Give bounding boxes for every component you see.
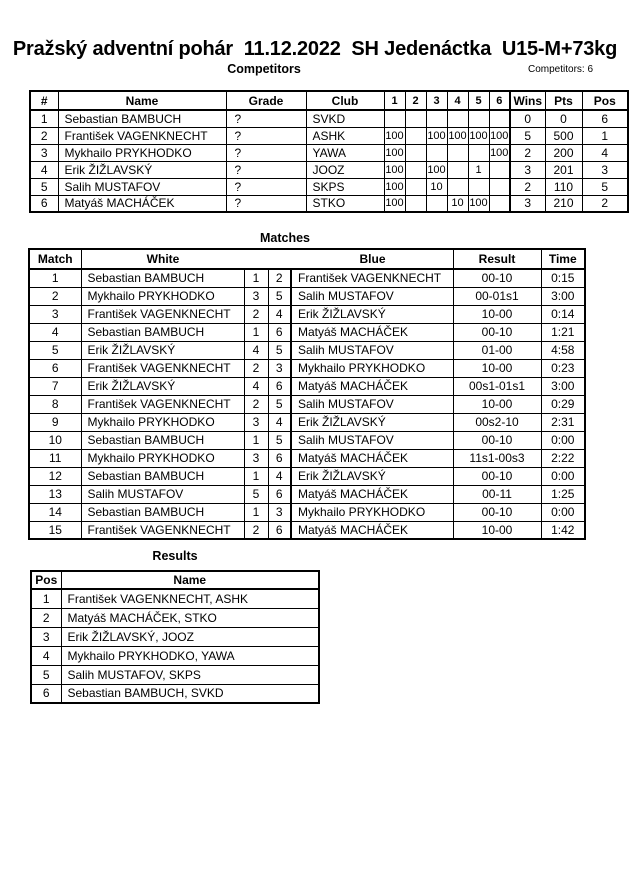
match-time: 0:29 xyxy=(541,395,585,413)
table-row xyxy=(30,144,628,161)
blue-competitor-num: 6 xyxy=(268,449,291,467)
competitor-pts: 200 xyxy=(545,144,582,161)
table-row xyxy=(29,359,585,377)
competitors-header-row xyxy=(30,91,628,110)
score-cell xyxy=(405,161,426,178)
blue-name: František VAGENKNECHT xyxy=(291,269,453,287)
table-row xyxy=(29,323,585,341)
result-pos: 2 xyxy=(31,608,61,627)
competitor-pts: 201 xyxy=(545,161,582,178)
competitor-wins: 3 xyxy=(510,161,545,178)
score-cell xyxy=(426,110,447,127)
table-row xyxy=(30,127,628,144)
blue-name: Salih MUSTAFOV xyxy=(291,395,453,413)
result-pos: 3 xyxy=(31,627,61,646)
header-number: # xyxy=(30,91,58,110)
competitor-number: 3 xyxy=(30,144,58,161)
header-name: Name xyxy=(58,91,226,110)
match-result: 00-11 xyxy=(453,485,541,503)
competitor-number: 6 xyxy=(30,195,58,212)
match-result: 11s1-00s3 xyxy=(453,449,541,467)
match-result: 01-00 xyxy=(453,341,541,359)
section-heading-results: Results xyxy=(152,549,198,563)
competitor-grade: ? xyxy=(226,161,306,178)
blue-name: Salih MUSTAFOV xyxy=(291,431,453,449)
competitor-pts: 0 xyxy=(545,110,582,127)
score-cell xyxy=(405,144,426,161)
blue-competitor-num: 4 xyxy=(268,305,291,323)
match-number: 12 xyxy=(29,467,81,485)
result-name: František VAGENKNECHT, ASHK xyxy=(61,589,319,608)
table-row xyxy=(31,627,319,646)
match-number: 7 xyxy=(29,377,81,395)
table-row xyxy=(29,485,585,503)
table-row xyxy=(29,503,585,521)
blue-name: Erik ŽIŽLAVSKÝ xyxy=(291,467,453,485)
competitor-number: 5 xyxy=(30,178,58,195)
white-name: Sebastian BAMBUCH xyxy=(81,269,244,287)
table-row xyxy=(29,467,585,485)
score-cell xyxy=(405,110,426,127)
blue-competitor-num: 2 xyxy=(268,269,291,287)
header-pos: Pos xyxy=(31,571,61,589)
competitor-pts: 500 xyxy=(545,127,582,144)
competitor-club: STKO xyxy=(306,195,384,212)
score-cell: 100 xyxy=(447,127,468,144)
competitor-name: Sebastian BAMBUCH xyxy=(58,110,226,127)
score-cell: 100 xyxy=(489,144,510,161)
table-row xyxy=(31,665,319,684)
score-cell: 1 xyxy=(468,161,489,178)
white-competitor-num: 2 xyxy=(244,395,268,413)
result-name: Salih MUSTAFOV, SKPS xyxy=(61,665,319,684)
blue-name: Mykhailo PRYKHODKO xyxy=(291,359,453,377)
match-result: 00-10 xyxy=(453,467,541,485)
white-name: František VAGENKNECHT xyxy=(81,305,244,323)
score-cell: 100 xyxy=(426,161,447,178)
result-pos: 6 xyxy=(31,684,61,703)
match-result: 00-10 xyxy=(453,323,541,341)
competitor-grade: ? xyxy=(226,144,306,161)
competitor-pos: 3 xyxy=(582,161,628,178)
match-result: 10-00 xyxy=(453,521,541,539)
match-number: 14 xyxy=(29,503,81,521)
header-white: White xyxy=(146,252,180,266)
blue-name: Matyáš MACHÁČEK xyxy=(291,521,453,539)
table-row xyxy=(31,684,319,703)
score-cell: 100 xyxy=(468,195,489,212)
table-row xyxy=(29,287,585,305)
section-heading-matches: Matches xyxy=(259,231,311,245)
blue-name: Matyáš MACHÁČEK xyxy=(291,485,453,503)
white-competitor-num: 1 xyxy=(244,467,268,485)
competitor-club: ASHK xyxy=(306,127,384,144)
header-pos: Pos xyxy=(582,91,628,110)
header-blue: Blue xyxy=(359,252,386,266)
white-name: Mykhailo PRYKHODKO xyxy=(81,413,244,431)
match-number: 9 xyxy=(29,413,81,431)
match-time: 2:22 xyxy=(541,449,585,467)
match-number: 4 xyxy=(29,323,81,341)
white-name: Mykhailo PRYKHODKO xyxy=(81,449,244,467)
blue-name: Erik ŽIŽLAVSKÝ xyxy=(291,305,453,323)
match-result: 10-00 xyxy=(453,395,541,413)
blue-name: Erik ŽIŽLAVSKÝ xyxy=(291,413,453,431)
white-name: Mykhailo PRYKHODKO xyxy=(81,287,244,305)
competitor-club: SVKD xyxy=(306,110,384,127)
header-name: Name xyxy=(61,571,319,589)
blue-competitor-num: 5 xyxy=(268,341,291,359)
white-competitor-num: 3 xyxy=(244,287,268,305)
score-cell xyxy=(447,178,468,195)
competitor-name: František VAGENKNECHT xyxy=(58,127,226,144)
table-row xyxy=(30,178,628,195)
competitor-grade: ? xyxy=(226,178,306,195)
score-cell xyxy=(447,144,468,161)
score-cell: 100 xyxy=(384,161,405,178)
score-cell xyxy=(489,178,510,195)
match-number: 6 xyxy=(29,359,81,377)
result-name: Mykhailo PRYKHODKO, YAWA xyxy=(61,646,319,665)
score-cell xyxy=(468,144,489,161)
match-time: 3:00 xyxy=(541,377,585,395)
score-cell xyxy=(468,110,489,127)
white-name: František VAGENKNECHT xyxy=(81,359,244,377)
match-result: 00-10 xyxy=(453,431,541,449)
blue-name: Mykhailo PRYKHODKO xyxy=(291,503,453,521)
blue-name: Salih MUSTAFOV xyxy=(291,287,453,305)
match-time: 2:31 xyxy=(541,413,585,431)
match-time: 0:14 xyxy=(541,305,585,323)
table-row xyxy=(29,341,585,359)
result-name: Matyáš MACHÁČEK, STKO xyxy=(61,608,319,627)
white-competitor-num: 2 xyxy=(244,305,268,323)
blue-competitor-num: 4 xyxy=(268,467,291,485)
blue-competitor-num: 6 xyxy=(268,323,291,341)
score-cell: 10 xyxy=(426,178,447,195)
white-name: František VAGENKNECHT xyxy=(81,521,244,539)
match-time: 4:58 xyxy=(541,341,585,359)
score-cell xyxy=(447,161,468,178)
competitors-count: Competitors: 6 xyxy=(528,64,594,75)
table-row xyxy=(29,449,585,467)
match-result: 00s2-10 xyxy=(453,413,541,431)
result-name: Erik ŽIŽLAVSKÝ, JOOZ xyxy=(61,627,319,646)
competitor-wins: 5 xyxy=(510,127,545,144)
white-name: František VAGENKNECHT xyxy=(81,395,244,413)
header-opp-4: 4 xyxy=(447,91,468,110)
result-pos: 5 xyxy=(31,665,61,684)
competitor-club: SKPS xyxy=(306,178,384,195)
score-cell xyxy=(468,178,489,195)
result-pos: 4 xyxy=(31,646,61,665)
score-cell xyxy=(405,178,426,195)
competitor-pts: 110 xyxy=(545,178,582,195)
competitor-number: 1 xyxy=(30,110,58,127)
match-result: 00-10 xyxy=(453,269,541,287)
blue-competitor-num: 6 xyxy=(268,521,291,539)
score-cell xyxy=(489,110,510,127)
competitor-pos: 4 xyxy=(582,144,628,161)
score-cell: 100 xyxy=(426,127,447,144)
white-competitor-num: 2 xyxy=(244,521,268,539)
table-row xyxy=(29,413,585,431)
white-name: Sebastian BAMBUCH xyxy=(81,467,244,485)
page-title: Pražský adventní pohár 11.12.2022 SH Jedenáctka U15-M+73kg xyxy=(12,38,618,60)
blue-competitor-num: 5 xyxy=(268,287,291,305)
match-number: 13 xyxy=(29,485,81,503)
competitor-grade: ? xyxy=(226,127,306,144)
blue-competitor-num: 6 xyxy=(268,377,291,395)
table-row xyxy=(31,608,319,627)
blue-competitor-num: 6 xyxy=(268,485,291,503)
match-number: 3 xyxy=(29,305,81,323)
competitor-pos: 6 xyxy=(582,110,628,127)
match-number: 10 xyxy=(29,431,81,449)
white-competitor-num: 1 xyxy=(244,269,268,287)
score-cell xyxy=(405,127,426,144)
score-cell: 100 xyxy=(468,127,489,144)
white-competitor-num: 3 xyxy=(244,449,268,467)
score-cell: 100 xyxy=(384,178,405,195)
blue-competitor-num: 3 xyxy=(268,503,291,521)
match-time: 1:25 xyxy=(541,485,585,503)
table-row xyxy=(29,377,585,395)
match-time: 0:00 xyxy=(541,431,585,449)
competitor-club: YAWA xyxy=(306,144,384,161)
competitor-pos: 1 xyxy=(582,127,628,144)
competitor-pos: 5 xyxy=(582,178,628,195)
match-number: 1 xyxy=(29,269,81,287)
header-pts: Pts xyxy=(545,91,582,110)
match-time: 3:00 xyxy=(541,287,585,305)
header-opp-3: 3 xyxy=(426,91,447,110)
score-cell xyxy=(405,195,426,212)
competitor-pts: 210 xyxy=(545,195,582,212)
table-row xyxy=(29,305,585,323)
header-opp-6: 6 xyxy=(489,91,510,110)
competitor-grade: ? xyxy=(226,195,306,212)
header-grade: Grade xyxy=(226,91,306,110)
white-competitor-num: 2 xyxy=(244,359,268,377)
competitor-wins: 0 xyxy=(510,110,545,127)
table-row xyxy=(31,589,319,608)
page-title-wrap xyxy=(0,36,630,62)
match-result: 10-00 xyxy=(453,305,541,323)
table-row xyxy=(30,110,628,127)
blue-competitor-num: 5 xyxy=(268,431,291,449)
match-result: 00-01s1 xyxy=(453,287,541,305)
blue-name: Matyáš MACHÁČEK xyxy=(291,323,453,341)
match-result: 10-00 xyxy=(453,359,541,377)
score-cell: 10 xyxy=(447,195,468,212)
competitor-wins: 2 xyxy=(510,144,545,161)
score-cell xyxy=(384,110,405,127)
header-opp-2: 2 xyxy=(405,91,426,110)
competitor-name: Matyáš MACHÁČEK xyxy=(58,195,226,212)
result-name: Sebastian BAMBUCH, SVKD xyxy=(61,684,319,703)
white-name: Sebastian BAMBUCH xyxy=(81,431,244,449)
white-competitor-num: 4 xyxy=(244,377,268,395)
header-white-blue xyxy=(81,249,453,269)
blue-competitor-num: 3 xyxy=(268,359,291,377)
score-cell xyxy=(447,110,468,127)
white-competitor-num: 3 xyxy=(244,413,268,431)
competitor-name: Erik ŽIŽLAVSKÝ xyxy=(58,161,226,178)
white-competitor-num: 1 xyxy=(244,503,268,521)
header-opp-5: 5 xyxy=(468,91,489,110)
blue-competitor-num: 5 xyxy=(268,395,291,413)
match-time: 1:21 xyxy=(541,323,585,341)
score-cell: 100 xyxy=(489,127,510,144)
white-name: Sebastian BAMBUCH xyxy=(81,323,244,341)
match-number: 15 xyxy=(29,521,81,539)
header-result: Result xyxy=(453,249,541,269)
blue-name: Salih MUSTAFOV xyxy=(291,341,453,359)
match-number: 2 xyxy=(29,287,81,305)
white-competitor-num: 5 xyxy=(244,485,268,503)
header-match: Match xyxy=(29,249,81,269)
white-name: Sebastian BAMBUCH xyxy=(81,503,244,521)
competitor-club: JOOZ xyxy=(306,161,384,178)
table-row xyxy=(29,395,585,413)
competitor-wins: 3 xyxy=(510,195,545,212)
match-time: 0:23 xyxy=(541,359,585,377)
header-opp-1: 1 xyxy=(384,91,405,110)
header-time: Time xyxy=(541,249,585,269)
blue-competitor-num: 4 xyxy=(268,413,291,431)
header-wins: Wins xyxy=(510,91,545,110)
white-competitor-num: 4 xyxy=(244,341,268,359)
match-time: 0:00 xyxy=(541,503,585,521)
table-row xyxy=(29,521,585,539)
score-cell xyxy=(489,161,510,178)
results-header-row xyxy=(31,571,319,589)
match-number: 5 xyxy=(29,341,81,359)
white-competitor-num: 1 xyxy=(244,431,268,449)
score-cell xyxy=(426,144,447,161)
match-time: 1:42 xyxy=(541,521,585,539)
match-number: 8 xyxy=(29,395,81,413)
score-cell: 100 xyxy=(384,127,405,144)
score-cell: 100 xyxy=(384,144,405,161)
white-name: Erik ŽIŽLAVSKÝ xyxy=(81,341,244,359)
competitor-name: Salih MUSTAFOV xyxy=(58,178,226,195)
white-name: Erik ŽIŽLAVSKÝ xyxy=(81,377,244,395)
competitor-wins: 2 xyxy=(510,178,545,195)
table-row xyxy=(29,269,585,287)
result-pos: 1 xyxy=(31,589,61,608)
competitor-number: 4 xyxy=(30,161,58,178)
table-row xyxy=(30,195,628,212)
match-result: 00s1-01s1 xyxy=(453,377,541,395)
table-row xyxy=(29,431,585,449)
section-heading-competitors: Competitors xyxy=(227,62,301,76)
score-cell: 100 xyxy=(384,195,405,212)
results-table xyxy=(30,570,320,704)
competitor-number: 2 xyxy=(30,127,58,144)
white-name: Salih MUSTAFOV xyxy=(81,485,244,503)
matches-header-row xyxy=(29,249,585,269)
matches-table xyxy=(28,248,586,540)
score-cell xyxy=(426,195,447,212)
competitor-grade: ? xyxy=(226,110,306,127)
blue-name: Matyáš MACHÁČEK xyxy=(291,449,453,467)
competitors-table xyxy=(29,90,629,213)
table-row xyxy=(31,646,319,665)
header-club: Club xyxy=(306,91,384,110)
white-competitor-num: 1 xyxy=(244,323,268,341)
match-time: 0:00 xyxy=(541,467,585,485)
match-time: 0:15 xyxy=(541,269,585,287)
match-number: 11 xyxy=(29,449,81,467)
score-cell xyxy=(489,195,510,212)
table-row xyxy=(30,161,628,178)
match-result: 00-10 xyxy=(453,503,541,521)
blue-name: Matyáš MACHÁČEK xyxy=(291,377,453,395)
competitor-pos: 2 xyxy=(582,195,628,212)
competitor-name: Mykhailo PRYKHODKO xyxy=(58,144,226,161)
